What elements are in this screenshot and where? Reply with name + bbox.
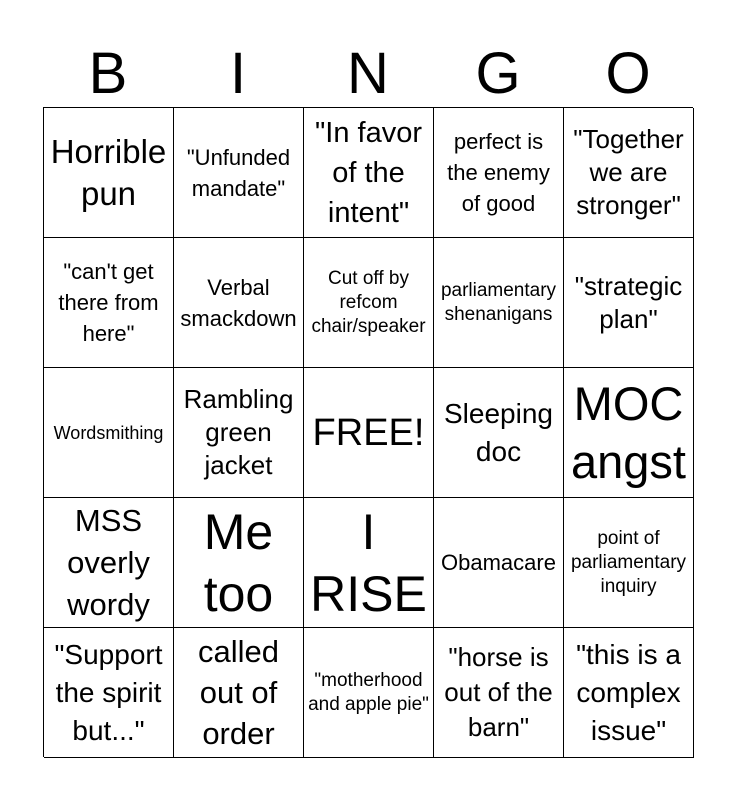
header-letter-g: G	[475, 41, 521, 106]
bingo-cell-r4c1[interactable]	[44, 498, 174, 628]
header-letter-n: N	[347, 41, 389, 106]
bingo-cell-r2c5[interactable]	[564, 238, 694, 368]
bingo-cell-text: "this is a complex issue"	[576, 638, 681, 746]
bingo-cell-r1c4[interactable]	[434, 108, 564, 238]
bingo-cell-r3c2[interactable]	[174, 368, 304, 498]
bingo-cell-r3c3[interactable]	[304, 368, 434, 498]
bingo-cell-r3c4[interactable]	[434, 368, 564, 498]
bingo-cell-r4c3[interactable]	[304, 498, 434, 628]
header-letter-b: B	[88, 41, 128, 106]
bingo-cell-r5c1[interactable]	[44, 628, 174, 758]
bingo-cell-r3c5[interactable]	[564, 368, 694, 498]
bingo-cell-r3c1[interactable]	[44, 368, 174, 498]
bingo-cell-text: "horse is out of the barn"	[444, 642, 553, 742]
bingo-cell-r1c2[interactable]	[174, 108, 304, 238]
bingo-board	[43, 107, 693, 757]
bingo-cell-r5c4[interactable]	[434, 628, 564, 758]
bingo-cell-r5c5[interactable]	[564, 628, 694, 758]
bingo-cell-text: Cut off by refcom chair/speaker	[311, 267, 426, 337]
bingo-cell-text: Rambling green jacket	[183, 384, 294, 480]
header-letter-o: O	[605, 41, 651, 106]
bingo-cell-r5c3[interactable]	[304, 628, 434, 758]
bingo-cell-text: Wordsmithing	[53, 422, 164, 443]
bingo-cell-r1c3[interactable]	[304, 108, 434, 238]
bingo-cell-text: "Support the spirit but..."	[54, 638, 163, 746]
bingo-cell-text: perfect is the enemy of good	[447, 129, 550, 216]
bingo-cell-text: Sleeping doc	[444, 397, 553, 467]
bingo-cell-text: Me too	[203, 503, 274, 622]
bingo-cell-r2c4[interactable]	[434, 238, 564, 368]
bingo-cell-r4c2[interactable]	[174, 498, 304, 628]
bingo-header	[43, 40, 693, 108]
bingo-cell-text: "In favor of the intent"	[314, 116, 422, 229]
bingo-cell-r2c3[interactable]	[304, 238, 434, 368]
bingo-cell-text: parliamentary shenanigans	[440, 279, 557, 325]
bingo-cell-r2c2[interactable]	[174, 238, 304, 368]
bingo-cell-text: MSS overly wordy	[67, 502, 150, 622]
bingo-cell-text: Obamacare	[441, 550, 556, 575]
bingo-cell-r4c5[interactable]	[564, 498, 694, 628]
bingo-cell-text: I RISE	[310, 503, 427, 622]
bingo-cell-text: Horrible pun	[50, 132, 167, 212]
bingo-cell-text: "Together we are stronger"	[573, 124, 684, 220]
bingo-cell-text: Verbal smackdown	[180, 274, 297, 331]
bingo-cell-r1c1[interactable]	[44, 108, 174, 238]
bingo-cell-r1c5[interactable]	[564, 108, 694, 238]
bingo-cell-text: MOC angst	[571, 376, 686, 488]
header-letter-i: I	[229, 41, 247, 106]
bingo-cell-r4c4[interactable]	[434, 498, 564, 628]
bingo-cell-text: FREE!	[312, 411, 425, 454]
bingo-cell-text: "Unfunded mandate"	[186, 144, 291, 201]
bingo-cell-text: "can't get there from here"	[58, 259, 159, 346]
bingo-cell-r2c1[interactable]	[44, 238, 174, 368]
bingo-cell-text: "strategic plan"	[574, 270, 683, 334]
bingo-cell-text: called out of order	[198, 634, 279, 751]
bingo-cell-r5c2[interactable]	[174, 628, 304, 758]
bingo-cell-text: "motherhood and apple pie"	[308, 669, 429, 715]
bingo-cell-text: point of parliamentary inquiry	[570, 527, 687, 597]
